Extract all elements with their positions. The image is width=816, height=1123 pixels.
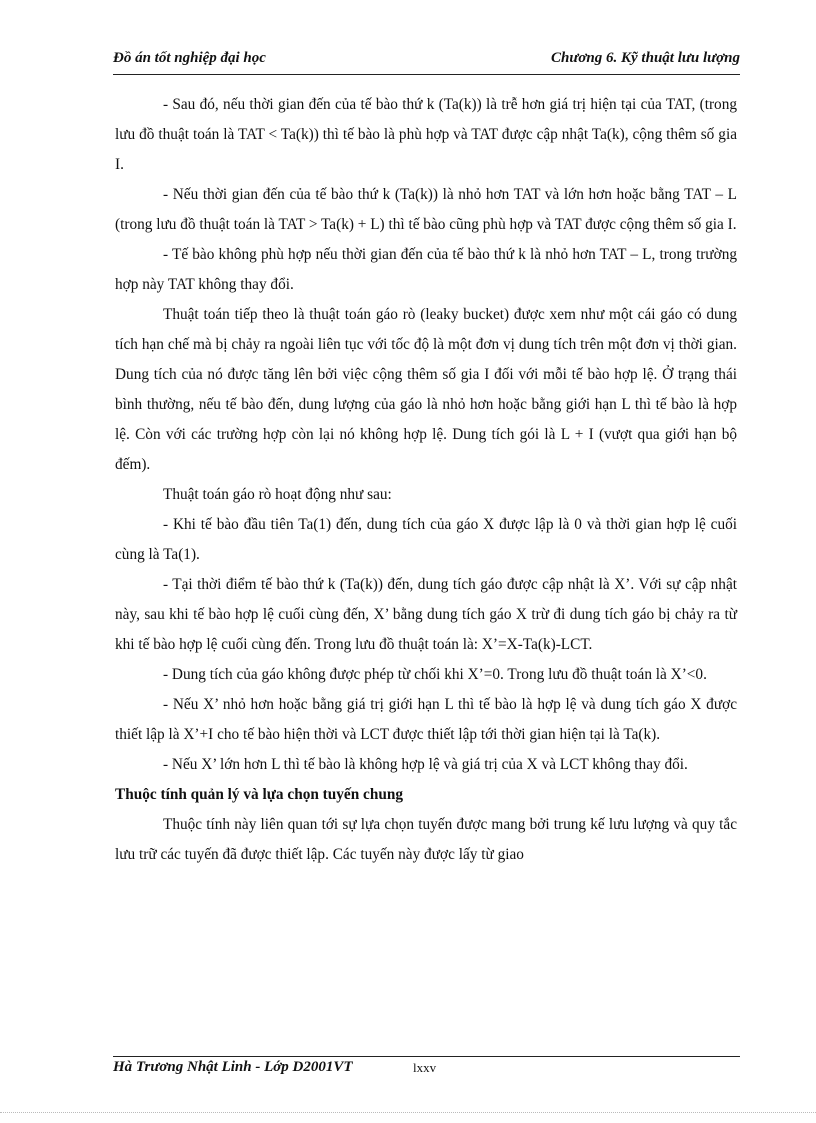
paragraph-2: - Nếu thời gian đến của tế bào thứ k (Ta(k)) là nhỏ hơn TAT và lớn hơn hoặc bằng TAT – L (trong lưu đồ thuật toán là TAT > Ta(k) + L) thì tế bào cũng phù hợp và TAT được cộng thêm số gia I. xyxy=(115,186,737,233)
page-header xyxy=(113,50,740,74)
page-footer xyxy=(113,1059,740,1081)
header-rule xyxy=(113,74,740,75)
header-document-title: Đồ án tốt nghiệp đại học xyxy=(113,50,266,66)
header-chapter-title: Chương 6. Kỹ thuật lưu lượng xyxy=(551,50,740,66)
paragraph-3: - Tế bào không phù hợp nếu thời gian đến của tế bào thứ k là nhỏ hơn TAT – L, trong trường hợp này TAT không thay đổi. xyxy=(115,246,737,293)
page-body xyxy=(115,90,737,870)
paragraph-7: - Tại thời điểm tế bào thứ k (Ta(k)) đến, dung tích gáo được cập nhật là X’. Với sự cập nhật này, sau khi tế bào hợp lệ cuối cùng đến, X’ bằng dung tích gáo X trừ đi dung tích gáo bị chảy ra từ khi tế bào hợp lệ cuối cùng đến. Trong lưu đồ thuật toán là: X’=X-Ta(k)-LCT. xyxy=(115,576,737,653)
footer-rule xyxy=(113,1056,740,1057)
page-edge-divider xyxy=(0,1112,816,1113)
paragraph-5: Thuật toán gáo rò hoạt động như sau: xyxy=(163,486,392,503)
paragraph-1: - Sau đó, nếu thời gian đến của tế bào thứ k (Ta(k)) là trễ hơn giá trị hiện tại của TAT, (trong lưu đồ thuật toán là TAT < Ta(k)) thì tế bào là phù hợp và TAT được cập nhật Ta(k), cộng thêm số gia I. xyxy=(115,96,737,173)
paragraph-9: - Nếu X’ nhỏ hơn hoặc bằng giá trị giới hạn L thì tế bào là hợp lệ và dung tích gáo X được thiết lập là X’+I cho tế bào hiện thời và LCT được thiết lập tới thời gian hiện tại là Ta(k). xyxy=(115,696,737,743)
footer-page-number: lxxv xyxy=(413,1060,437,1075)
section-heading: Thuộc tính quản lý và lựa chọn tuyến chung xyxy=(115,786,404,803)
paragraph-11: Thuộc tính này liên quan tới sự lựa chọn tuyến được mang bởi trung kế lưu lượng và quy tắc lưu trữ các tuyến đã được thiết lập. Các tuyến này được lấy từ giao xyxy=(115,816,737,863)
footer-author: Hà Trương Nhật Linh - Lớp D2001VT xyxy=(113,1059,353,1075)
paragraph-4: Thuật toán tiếp theo là thuật toán gáo rò (leaky bucket) được xem như một cái gáo có dung tích hạn chế mà bị chảy ra ngoài liên tục với tốc độ là một đơn vị dung tích trên một đơn vị thời gian. Dung tích của nó được tăng lên bởi việc cộng thêm số gia I đối với mỗi tế bào hợp lệ. Ở trạng thái bình thường, nếu tế bào đến, dung lượng của gáo là nhỏ hơn hoặc bằng giới hạn L thì tế bào là hợp lệ. Còn với các trường hợp còn lại nó không hợp lệ. Dung tích gói là L + I (vượt qua giới hạn bộ đếm). xyxy=(115,306,737,473)
paragraph-6: - Khi tế bào đầu tiên Ta(1) đến, dung tích của gáo X được lập là 0 và thời gian hợp lệ cuối cùng là Ta(1). xyxy=(115,516,737,563)
paragraph-10: - Nếu X’ lớn hơn L thì tế bào là không hợp lệ và giá trị của X và LCT không thay đổi. xyxy=(163,756,688,773)
paragraph-8: - Dung tích của gáo không được phép từ chối khi X’=0. Trong lưu đồ thuật toán là X’<0. xyxy=(163,666,707,683)
